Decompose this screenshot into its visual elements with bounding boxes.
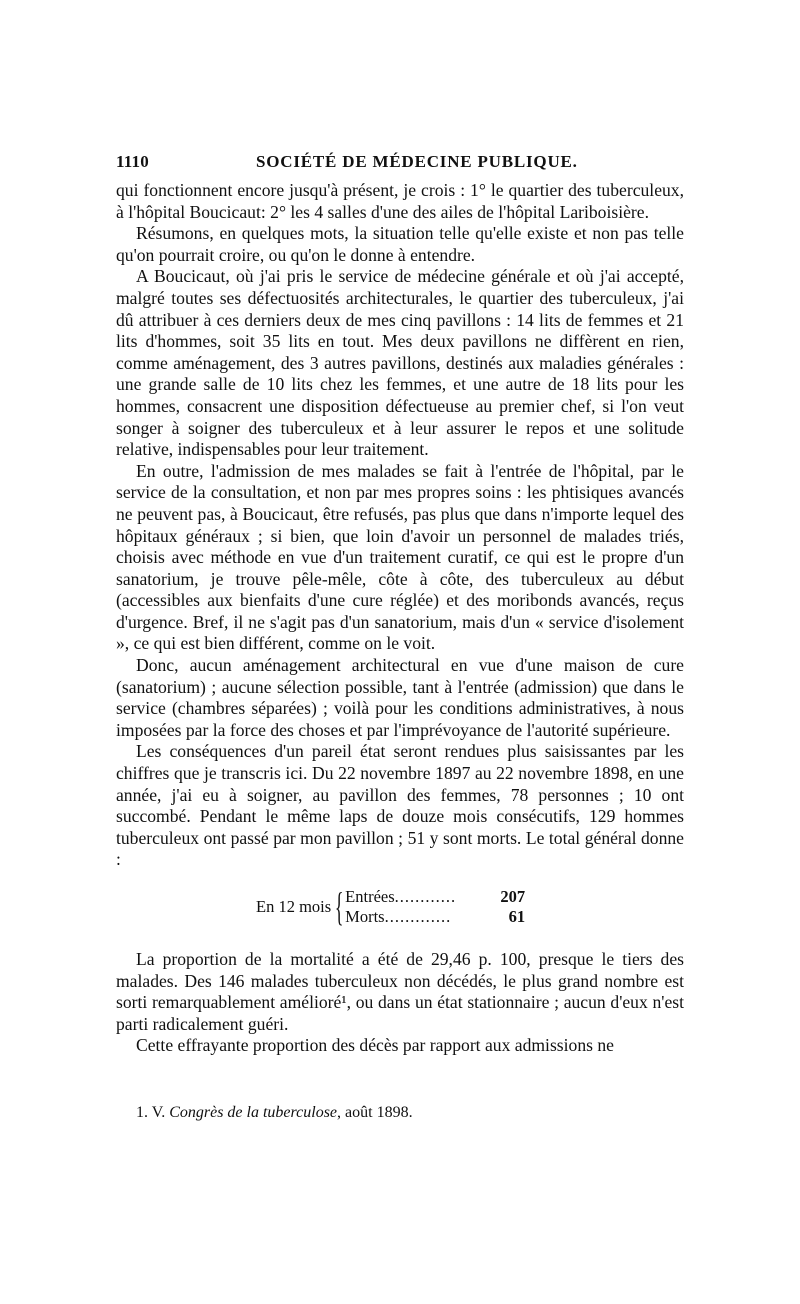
document-page [116, 152, 684, 1123]
leader-dots: ............. [384, 907, 452, 926]
paragraph: Résumons, en quelques mots, la situation telle qu'elle existe et non pas telle qu'on pourrait croire, ou qu'on le donne à entendre. [116, 223, 684, 265]
paragraph: Cette effrayante proportion des décès par rapport aux admissions ne [136, 1035, 614, 1056]
paragraph: Les conséquences d'un pareil état seront rendues plus saisissantes par les chiffres que je transcris ici. Du 22 novembre 1897 au 22 novembre 1898, en une année, j'ai eu à soigner, au pavillon des femmes, 78 personnes ; 10 ont succombé. Pendant le même laps de douze mois consécutifs, 129 hommes tuberculeux ont passé par mon pavillon ; 51 y sont morts. Le total général donne : [116, 741, 684, 870]
page-number: 1110 [116, 152, 149, 171]
footnote-title: Congrès de la tuberculose [169, 1103, 338, 1121]
running-title: SOCIÉTÉ DE MÉDECINE PUBLIQUE. [256, 152, 578, 171]
stats-lead: En 12 mois [256, 897, 332, 916]
stats-row [345, 887, 525, 907]
brace-glyph: { [335, 884, 344, 929]
paragraph: Donc, aucun aménagement architectural en vue d'une maison de cure (sanatorium) ; aucune sélection possible, tant à l'entrée (admission) que dans le service (chambres séparées) ; voilà pour les conditions administratives, à nous imposées par la force des choses et par l'imprévoyance de l'autorité supérieure. [116, 655, 684, 740]
paragraph: A Boucicaut, où j'ai pris le service de médecine générale et où j'ai accepté, malgré toutes ses défectuosités architecturales, le quartier des tuberculeux, j'ai dû attribuer à ces derniers deux de mes cinq pavillons : 14 lits de femmes et 21 lits d'hommes, soit 35 lits en tout. Mes deux pavillons ne diffèrent en rien, comme aménagement, des 3 autres pavillons, destinés aux maladies générales : une grande salle de 10 lits chez les femmes, et une autre de 18 lits pour les hommes, consacrent une disposition défectueuse au premier chef, si l'on veut songer à soigner des tuberculeux et à leur assurer le repos et une solitude relative, indispensables pour leur traitement. [116, 266, 684, 460]
paragraph: La proportion de la mortalité a été de 29,46 p. 100, presque le tiers des malades. Des 146 malades tuberculeux non décédés, le plus grand nombre est sorti remarquablement amélioré¹, ou dans un état stationnaire ; aucun d'eux n'est parti radicalement guéri. [116, 949, 684, 1034]
page-header [116, 152, 684, 180]
footnote [116, 1103, 684, 1123]
paragraph: En outre, l'admission de mes malades se fait à l'entrée de l'hôpital, par le service de la consultation, et non par mes propres soins : les phtisiques avancés ne peuvent pas, à Boucicaut, être refusés, pas plus que dans n'importe lequel des hôpitaux généraux ; si bien, que loin d'avoir un personnel de malades triés, choisis avec méthode en vue d'un traitement curatif, ce qui est le propre d'un sanatorium, je trouve pêle-mêle, côte à côte, des tuberculeux au début (accessibles aux bienfaits d'une cure réglée) et des moribonds avancés, reçus d'urgence. Bref, il ne s'agit pas d'un sanatorium, mais d'un « service d'isolement », ce qui est bien différent, comme on le voit. [116, 460, 684, 654]
stats-label: Morts [345, 907, 385, 926]
body-text [116, 180, 684, 1057]
leader-dots: ............ [394, 887, 457, 906]
stats-row [345, 907, 525, 927]
stats-value: 207 [500, 887, 526, 906]
stats-value: 61 [508, 907, 526, 926]
stats-rows [345, 887, 525, 927]
footnote-rest: , août 1898. [337, 1103, 413, 1121]
stats-label: Entrées [345, 887, 395, 906]
footnote-marker: 1. V. [136, 1103, 166, 1121]
statistics-table [256, 884, 684, 929]
paragraph: qui fonctionnent encore jusqu'à présent, je crois : 1° le quartier des tuberculeux, à l'hôpital Boucicaut: 2° les 4 salles d'une des ailes de l'hôpital Lariboisière. [116, 180, 684, 222]
